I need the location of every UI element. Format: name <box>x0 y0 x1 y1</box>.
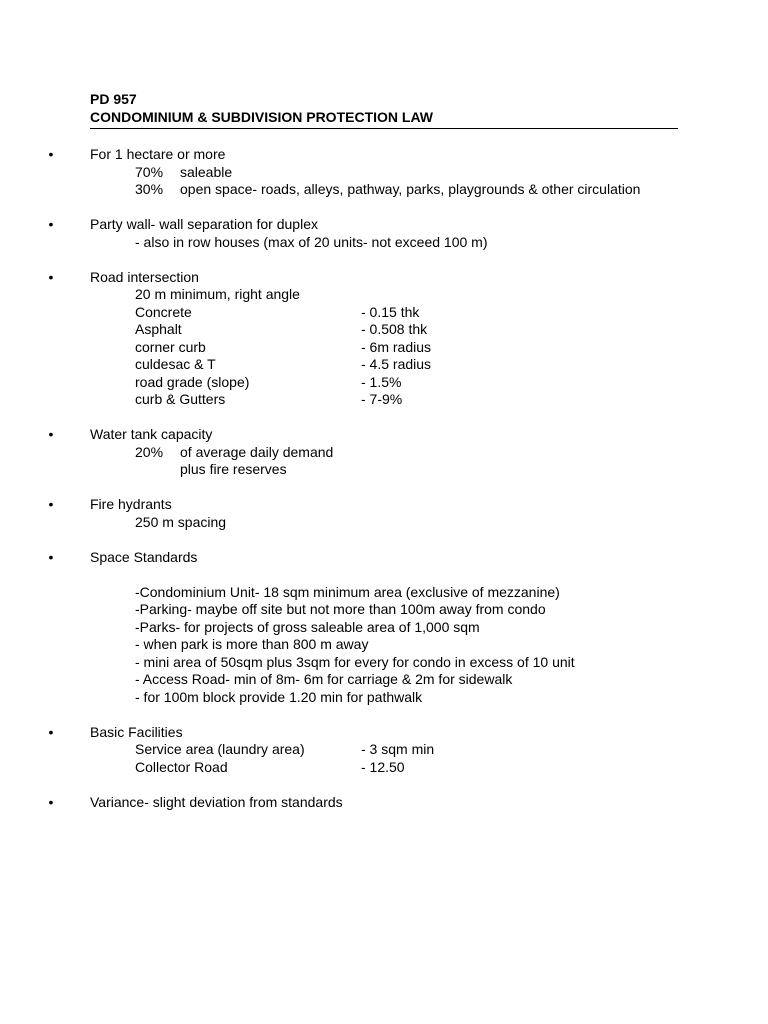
list-item <box>48 793 680 812</box>
detail-line: - also in row houses (max of 20 units- not exceed 100 m) <box>135 233 488 250</box>
spec-row: Concrete - 0.15 thk <box>135 303 420 320</box>
list-item <box>48 723 680 777</box>
ratio-line: 30% open space- roads, alleys, pathway, parks, playgrounds & other circulation <box>135 181 641 197</box>
detail-line: - Access Road- min of 8m- 6m for carriage & 2m for sidewalk <box>135 671 513 687</box>
ratio-line: 70% saleable <box>135 163 233 180</box>
detail-line: - for 100m block provide 1.20 min for pathwalk <box>135 688 423 705</box>
bullet-icon: • <box>48 268 54 285</box>
spec-row: Service area (laundry area) - 3 sqm min <box>135 741 435 757</box>
list-item <box>48 216 680 251</box>
detail-line: - mini area of 50sqm plus 3sqm for every for condo in excess of 10 unit <box>135 653 575 670</box>
spec-row: road grade (slope) - 1.5% <box>135 373 402 390</box>
bullet-icon: • <box>48 548 54 565</box>
section-heading: Road intersection <box>90 268 199 285</box>
spec-row: curb & Gutters - 7-9% <box>135 391 403 407</box>
detail-line: 20 m minimum, right angle <box>135 286 300 302</box>
document-title: PD 957 <box>90 91 137 107</box>
ratio-line: 20% of average daily demand <box>135 443 334 460</box>
section-heading: Fire hydrants <box>90 496 172 512</box>
bullet-icon: • <box>48 793 54 810</box>
bullet-icon: • <box>48 216 54 232</box>
bullet-icon: • <box>48 723 54 740</box>
detail-line: -Condominium Unit- 18 sqm minimum area (exclusive of mezzanine) <box>135 583 560 600</box>
section-heading: Basic Facilities <box>90 723 183 740</box>
list-item <box>48 426 680 479</box>
list-item <box>48 268 680 409</box>
document-page <box>48 91 680 829</box>
continuation-line: plus fire reserves <box>180 461 287 477</box>
section-heading: For 1 hectare or more <box>90 146 226 162</box>
list-item <box>48 146 680 199</box>
detail-line: - when park is more than 800 m away <box>135 636 369 652</box>
detail-line: -Parking- maybe off site but not more than 100m away from condo <box>135 601 546 617</box>
section-heading: Water tank capacity <box>90 426 213 442</box>
spec-row: Collector Road - 12.50 <box>135 758 405 775</box>
section-heading: Space Standards <box>90 548 198 565</box>
list-item <box>48 548 680 707</box>
title-underline <box>90 128 678 129</box>
blank-line <box>90 566 680 584</box>
bullet-icon: • <box>48 496 54 512</box>
detail-line: 250 m spacing <box>135 513 227 530</box>
spec-row: culdesac & T - 4.5 radius <box>135 356 432 372</box>
section-heading: Variance- slight deviation from standards <box>90 793 343 810</box>
spec-row: corner curb - 6m radius <box>135 338 432 355</box>
bullet-icon: • <box>48 426 54 442</box>
bullet-icon: • <box>48 146 54 162</box>
document-subtitle: CONDOMINIUM & SUBDIVISION PROTECTION LAW <box>90 108 433 125</box>
detail-line: -Parks- for projects of gross saleable area of 1,000 sqm <box>135 618 480 635</box>
spec-row: Asphalt - 0.508 thk <box>135 321 428 337</box>
bullet-list <box>48 146 680 811</box>
list-item <box>48 496 680 531</box>
section-heading: Party wall- wall separation for duplex <box>90 216 318 232</box>
